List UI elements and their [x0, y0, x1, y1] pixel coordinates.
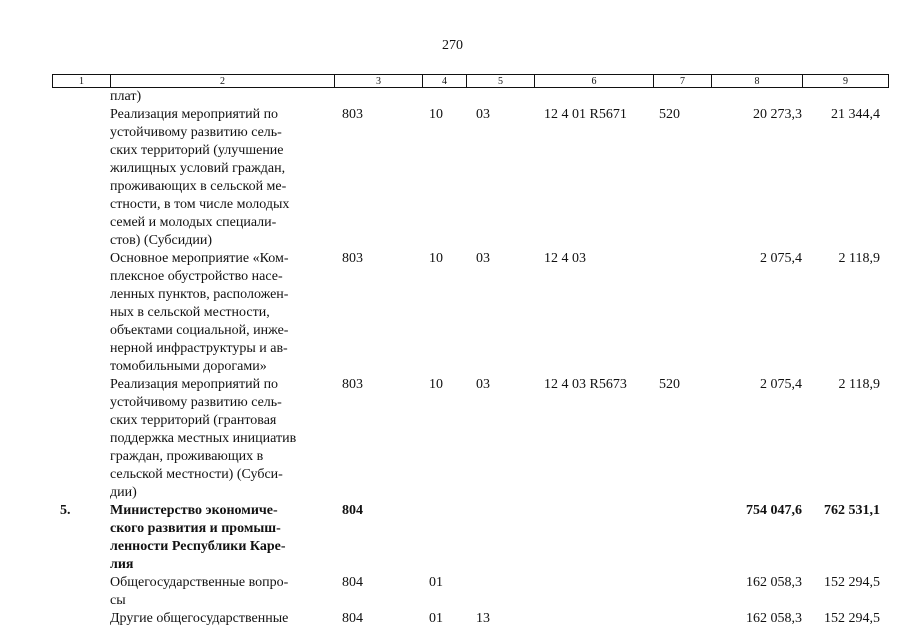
cell-num [52, 106, 110, 250]
row-description [110, 376, 334, 502]
cell-num [52, 250, 110, 376]
row-description-text: Другие общегосударственные [110, 611, 289, 626]
cell-c5 [466, 574, 534, 610]
row-description [110, 610, 334, 628]
cell-c4: 01 [429, 575, 443, 590]
cell-c3: 803 [342, 377, 363, 392]
cell-c4 [422, 502, 466, 574]
row-description-text: Реализация мероприятий по устойчивому развитию сель- ских территорий (грантовая поддержка местных инициатив граждан, проживающих в сельской местности) (Субси- дии) [110, 377, 297, 500]
cell-c6: 12 4 03 R5673 [544, 377, 627, 392]
cell-c3: 804 [342, 611, 363, 626]
column-number: 3 [335, 75, 423, 88]
table-row [52, 250, 880, 376]
cell-c8: 2 075,4 [760, 377, 802, 392]
cell-c5 [466, 88, 534, 106]
column-number: 4 [423, 75, 467, 88]
budget-table [52, 88, 880, 628]
cell-c9: 2 118,9 [838, 251, 880, 266]
cell-c8: 2 075,4 [760, 251, 802, 266]
cell-c3: 804 [342, 503, 363, 518]
cell-c6 [534, 502, 653, 574]
cell-c6 [534, 610, 653, 628]
cell-c7: 520 [659, 107, 680, 122]
cell-num [52, 574, 110, 610]
cell-c6: 12 4 01 R5671 [544, 107, 627, 122]
cell-c3: 804 [342, 575, 363, 590]
table-row [52, 610, 880, 628]
cell-c4: 10 [429, 377, 443, 392]
row-description [110, 88, 334, 106]
table-row [52, 106, 880, 250]
cell-num [52, 610, 110, 628]
cell-c3 [334, 88, 422, 106]
cell-c7 [653, 502, 711, 574]
cell-c5: 03 [476, 107, 490, 122]
cell-c8: 20 273,3 [753, 107, 802, 122]
cell-c6 [534, 574, 653, 610]
cell-c3: 803 [342, 107, 363, 122]
row-description-text: Министерство экономиче- ского развития и промыш- ленности Республики Каре- лия [110, 503, 286, 572]
cell-c5: 03 [476, 251, 490, 266]
cell-c5: 03 [476, 377, 490, 392]
cell-c6: 12 4 03 [544, 251, 586, 266]
cell-c4: 10 [429, 107, 443, 122]
cell-c8: 754 047,6 [746, 503, 802, 518]
cell-num: 5. [60, 503, 71, 518]
cell-c7 [653, 574, 711, 610]
cell-c9: 762 531,1 [824, 503, 880, 518]
row-description-text: плат) [110, 89, 142, 104]
cell-num [52, 376, 110, 502]
column-number: 1 [53, 75, 111, 88]
column-number-header [52, 74, 889, 88]
column-number: 2 [111, 75, 335, 88]
row-description-text: Реализация мероприятий по устойчивому развитию сель- ских территорий (улучшение жилищных условий граждан, проживающих в сельской ме- стности, в том числе молодых семей и молодых специали- стов) (Субсидии) [110, 107, 290, 248]
cell-c3: 803 [342, 251, 363, 266]
cell-c9: 152 294,5 [824, 575, 880, 590]
column-number: 5 [467, 75, 535, 88]
row-description [110, 502, 334, 574]
cell-num [52, 88, 110, 106]
row-description [110, 106, 334, 250]
cell-c7 [653, 88, 711, 106]
cell-c7: 520 [659, 377, 680, 392]
column-number: 6 [535, 75, 654, 88]
cell-c4: 10 [429, 251, 443, 266]
column-number: 9 [803, 75, 889, 88]
table-row [52, 88, 880, 106]
cell-c5: 13 [476, 611, 490, 626]
cell-c9: 152 294,5 [824, 611, 880, 626]
cell-c7 [653, 610, 711, 628]
page-number: 270 [442, 38, 463, 53]
cell-c8 [711, 88, 802, 106]
cell-c4 [422, 88, 466, 106]
cell-c7 [653, 250, 711, 376]
table-row [52, 376, 880, 502]
column-number: 8 [712, 75, 803, 88]
cell-c6 [534, 88, 653, 106]
cell-c9: 2 118,9 [838, 377, 880, 392]
row-description [110, 250, 334, 376]
row-description-text: Основное мероприятие «Ком- плексное обустройство насе- ленных пунктов, расположен- ных в сельской местности, объектами социальной, инже- нерной инфраструктуры и ав- томобильными дорогами» [110, 251, 289, 374]
row-description [110, 574, 334, 610]
table-row [52, 502, 880, 574]
table-row [52, 574, 880, 610]
cell-c5 [466, 502, 534, 574]
column-number: 7 [654, 75, 712, 88]
cell-c8: 162 058,3 [746, 575, 802, 590]
row-description-text: Общегосударственные вопро- сы [110, 575, 289, 608]
cell-c9 [802, 88, 880, 106]
cell-c8: 162 058,3 [746, 611, 802, 626]
cell-c4: 01 [429, 611, 443, 626]
cell-c9: 21 344,4 [831, 107, 880, 122]
